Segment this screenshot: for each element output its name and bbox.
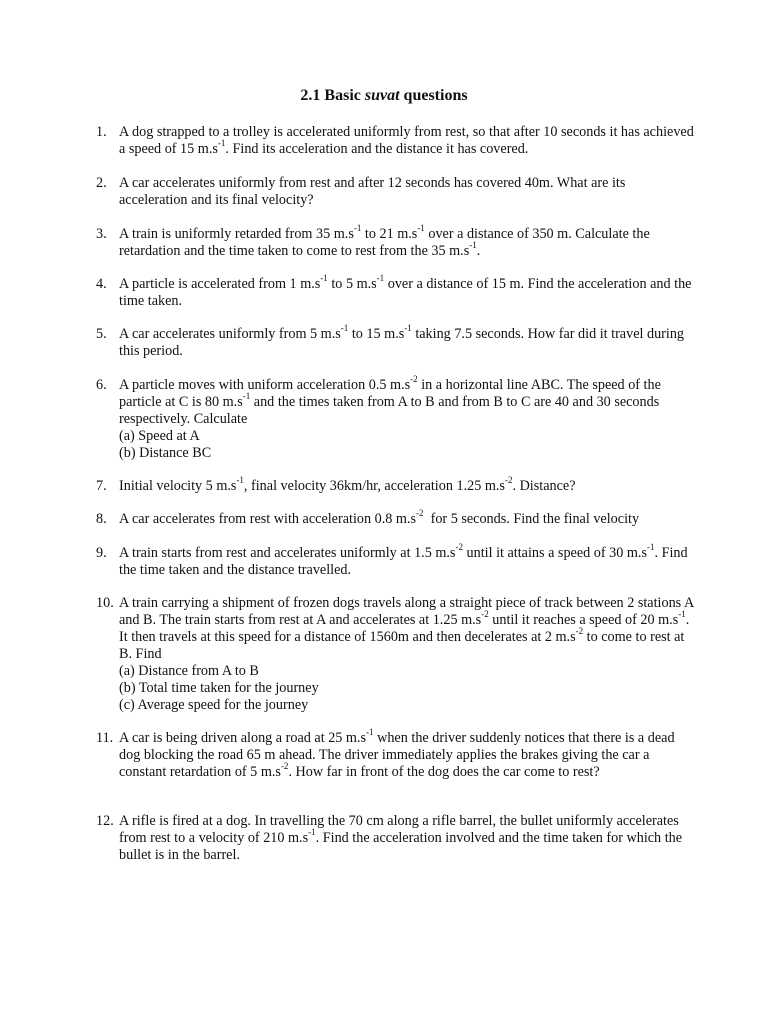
question-text: A dog strapped to a trolley is accelerated uniformly from rest, so that after 10 seconds it has achieved a speed of 15 $m.s^{-1}$. Find its acceleration and the distance it has covered.: [119, 124, 694, 157]
sub-question: (a) Distance from A to B: [119, 663, 259, 679]
title-italic: suvat: [364, 87, 400, 104]
question-number: 9.: [96, 545, 107, 561]
question-number: 4.: [96, 276, 107, 292]
question-12: [96, 813, 696, 864]
question-2: [96, 175, 696, 209]
question-number: 2.: [96, 175, 107, 191]
question-text: A car accelerates uniformly from 5 $m.s^{-1}$ to 15 $m.s^{-1}$ taking 7.5 seconds. How far did it travel during this period.: [119, 323, 685, 359]
question-6: [96, 374, 696, 462]
question-number: 8.: [96, 511, 107, 527]
question-number: 11.: [96, 730, 114, 746]
question-1: [96, 124, 696, 158]
question-text: A car is being driven along a road at 25 $m.s^{-1}$ when the driver suddenly notices that there is a dead dog blocking the road 65 m ahead. The driver immediately applies the brakes giving the car a constant retardation of 5 $m.s^{-2}$. How far in front of the dog does the car come to rest?: [119, 727, 675, 780]
question-7: [96, 475, 696, 495]
sub-question: (a) Speed at A: [119, 428, 200, 444]
question-text: A train starts from rest and accelerates uniformly at 1.5 $m.s^{-2}$ until it attains a speed of 30 $m.s^{-1}$. Find the time taken and the distance travelled.: [119, 542, 688, 578]
question-number: 7.: [96, 478, 107, 494]
question-text: A train carrying a shipment of frozen dogs travels along a straight piece of track between 2 stations A and B. The train starts from rest at A and accelerates at 1.25 $m.s^{-2}$ until it reaches a speed of 20 $m.s^{-1}$. It then travels at this speed for a distance of 1560m and then decelerates at 2 $m.s^{-2}$ to come to rest at B. Find (a) Distance from A to B (b) Total time taken for the journey (c) Average speed for the journey: [119, 595, 696, 714]
question-4: [96, 273, 696, 310]
question-number: 12.: [96, 813, 114, 829]
question-text: A car accelerates uniformly from rest and after 12 seconds has covered 40m. What are its acceleration and its final velocity?: [119, 175, 626, 208]
question-text: A rifle is fired at a dog. In travelling the 70 cm along a rifle barrel, the bullet uniformly accelerates from rest to a velocity of 210 $m.s^{-1}$. Find the acceleration involved and the time taken for which the bullet is in the barrel.: [119, 813, 683, 863]
title-suffix: questions: [399, 87, 468, 104]
question-11: [96, 727, 696, 781]
question-number: 5.: [96, 326, 107, 342]
page-title: [0, 86, 768, 106]
question-3: [96, 223, 696, 260]
sub-question: (b) Total time taken for the journey: [119, 680, 319, 696]
sub-question: (b) Distance BC: [119, 445, 212, 461]
question-9: [96, 542, 696, 579]
question-text: A car accelerates from rest with acceleration 0.8 $m.s^{-2}$ for 5 seconds. Find the final velocity: [119, 508, 640, 527]
question-8: [96, 508, 696, 528]
question-text: A particle is accelerated from 1 $m.s^{-1}$ to 5 $m.s^{-1}$ over a distance of 15 m. Find the acceleration and the time taken.: [119, 273, 692, 309]
sub-question: (c) Average speed for the journey: [119, 697, 309, 713]
question-number: 1.: [96, 124, 107, 140]
question-10: [96, 595, 696, 714]
title-prefix: 2.1 Basic: [300, 87, 365, 104]
question-text: A particle moves with uniform acceleration 0.5 $m.s^{-2}$ in a horizontal line ABC. The speed of the particle at C is 80 $m.s^{-1}$ and the times taken from A to B and from B to C are 40 and 30 seconds respectively. Calculate (a) Speed at A (b) Distance BC: [119, 377, 696, 462]
question-number: 3.: [96, 226, 107, 242]
question-5: [96, 323, 696, 360]
question-text: Initial velocity 5 $m.s^{-1}$, final velocity 36km/hr, acceleration 1.25 $m.s^{-2}$. Distance?: [119, 475, 576, 494]
question-number: 10.: [96, 595, 114, 611]
question-text: A train is uniformly retarded from 35 $m.s^{-1}$ to 21 $m.s^{-1}$ over a distance of 350 m. Calculate the retardation and the time taken to come to rest from the 35 $m.s^{-1}$.: [119, 223, 650, 259]
question-number: 6.: [96, 377, 107, 393]
